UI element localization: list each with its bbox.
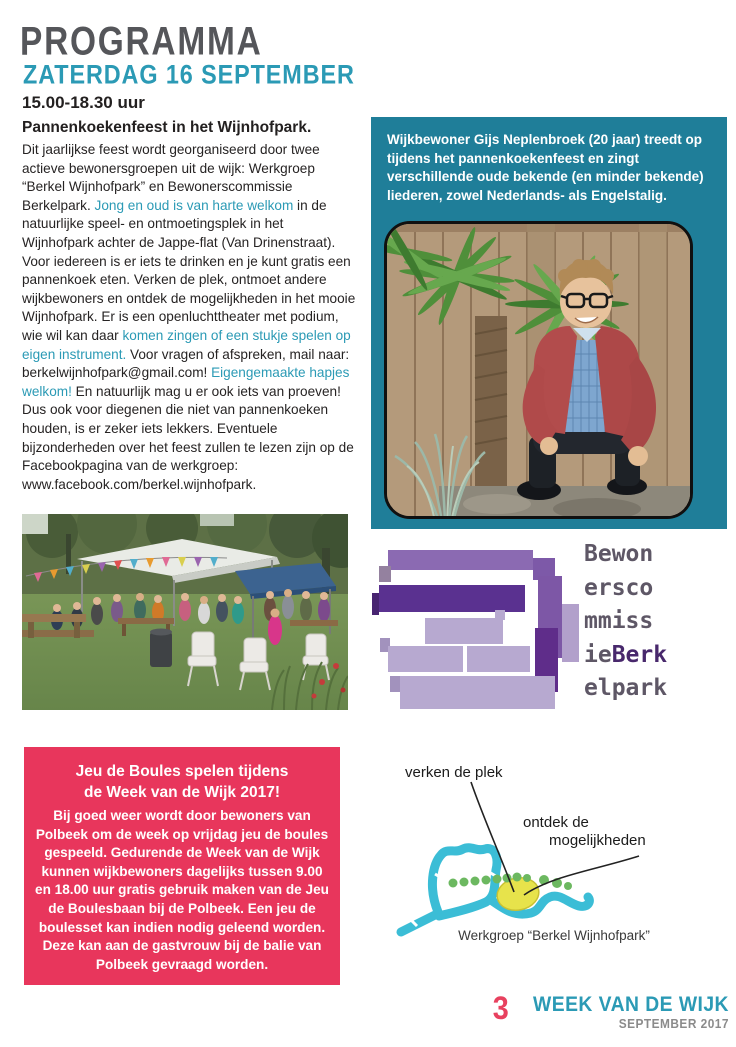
jeu-de-boules-box xyxy=(24,747,340,985)
text-run-highlight: komen zingen of een stukje spelen op eigen instrument. xyxy=(22,327,351,362)
page-number: 3 xyxy=(493,990,510,1026)
logo-text-line: mmiss xyxy=(584,608,654,634)
logo-text-line: elpark xyxy=(584,675,668,701)
logo-text-line: Bewon xyxy=(584,541,654,567)
label-ontdek-line1: ontdek de xyxy=(523,814,589,831)
text-run-highlight: Jong en oud is van harte welkom xyxy=(94,197,294,213)
wijnhofpark-map-diagram xyxy=(383,752,725,984)
feature-box xyxy=(371,117,727,529)
footer-date: SEPTEMBER 2017 xyxy=(618,1017,729,1031)
pink-box-body: Bij goed weer wordt door bewoners van Polbeek om de week op vrijdag jeu de boules gespeeld. Gedurende de Week van de Wijk kunnen wijkbewoners dagelijks tussen 9.00 en 18.00 uur gratis gebruik maken van de Jeu de Boulesbaan bij de Polbeek. Een jeu de boulesset kan indien nodig geleend worden. Deze kan aan de gastvrouw bij de balie van Polbeek gevraagd worden. xyxy=(35,808,329,972)
map-sketch xyxy=(383,752,725,984)
label-verken-de-plek: verken de plek xyxy=(405,764,503,781)
logo-text-line: ersco xyxy=(584,574,654,601)
logo-text-run-bold: Berk xyxy=(611,641,668,668)
portrait-illustration xyxy=(387,224,693,519)
diagram-caption: Werkgroep “Berkel Wijnhofpark” xyxy=(458,928,650,943)
pink-box-title-line1: Jeu de Boules spelen tijdens xyxy=(75,763,289,780)
text-run: in de natuurlijke speel- en ontmoetingsplek in het Wijnhofpark achter de Jappe-flat (Van Drinenstraat). Voor iedereen is er iets te drinken en je kunt gratis een pannenkoek eten. Verken de plek, ontmoet andere wijkbewoners en ontdek de mogelijkheden in het mooie Wijnhofpark. Er is een openluchttheater met podium, wie wil kan daar xyxy=(22,197,356,343)
page-subtitle: ZATERDAG 16 SEPTEMBER xyxy=(23,59,355,90)
label-ontdek-line2: mogelijkheden xyxy=(549,832,646,849)
footer-title: WEEK VAN DE WIJK xyxy=(533,993,729,1016)
event-time: 15.00-18.30 uur xyxy=(22,93,145,112)
pink-box-title-line2: de Week van de Wijk 2017! xyxy=(84,783,280,801)
logo-blocks-art xyxy=(372,544,584,716)
page-title: PROGRAMMA xyxy=(20,20,263,65)
logo-text xyxy=(584,538,667,706)
logo-text-line xyxy=(584,639,667,673)
park-illustration xyxy=(22,514,348,710)
bewonerscommissie-logo xyxy=(372,538,674,722)
gijs-portrait-photo xyxy=(384,221,693,519)
text-run: Voor vragen of afspreken, mail naar: berkelwijnhofpark@gmail.com! xyxy=(22,346,350,381)
park-festival-photo xyxy=(22,514,348,710)
text-run: En natuurlijk mag u er ook iets van proeven! Dus ook voor diegenen die niet van pannenkoeken houden, is er zeker iets lekkers. Eventuele bijzonderheden over het feest zullen te lezen zijn op de Facebookpagina van de werkgroep: www.facebook.com/berkel.wijnhofpark. xyxy=(22,383,354,492)
article-heading: Pannenkoekenfeest in het Wijnhofpark. xyxy=(22,119,312,136)
text-run-highlight: Eigengemaakte hapjes welkom! xyxy=(22,365,350,399)
feature-caption: Wijkbewoner Gijs Neplenbroek (20 jaar) treedt op tijdens het pannenkoekenfeest en zingt verschillende oude bekende (en minder bekende) liederen, zowel Nederlands- als Engelstalig. xyxy=(387,132,704,203)
article-paragraph xyxy=(22,141,356,494)
page-footer xyxy=(493,990,729,1031)
text-run: Dit jaarlijkse feest wordt georganiseerd door twee actieve bewonersgroepen uit de wijk: Werkgroep “Berkel Wijnhofpark” en Bewonerscommissie Berkelpark. xyxy=(22,142,320,213)
logo-text-run: ie xyxy=(584,641,612,668)
pink-box-title xyxy=(24,762,340,803)
